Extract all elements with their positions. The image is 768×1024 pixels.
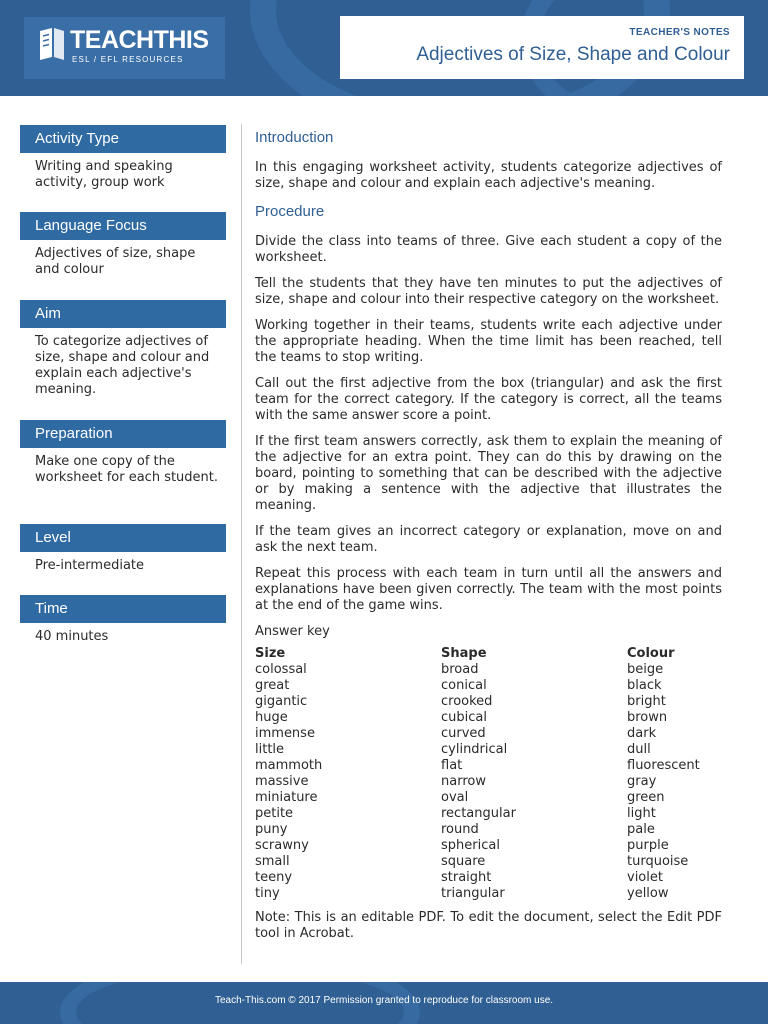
answer-key-label: Answer key	[255, 624, 330, 639]
sidebar-section-preparation	[20, 420, 226, 524]
answer-key-item: bright	[627, 694, 666, 709]
answer-key-item: beige	[627, 662, 664, 677]
sidebar-heading: Activity Type	[20, 125, 226, 153]
answer-key-item: spherical	[441, 838, 500, 853]
answer-key-item: colossal	[255, 662, 307, 677]
procedure-step: Divide the class into teams of three. Give each student a copy of the worksheet.	[255, 234, 722, 265]
answer-key-heading: Shape	[441, 646, 487, 661]
brand-logo[interactable]	[24, 17, 225, 79]
answer-key-item: yellow	[627, 886, 669, 901]
answer-key-item: scrawny	[255, 838, 309, 853]
procedure-step: Repeat this process with each team in turn until all the answers and explanations have been given correctly. The team with the most points at the end of the game wins.	[255, 566, 722, 613]
answer-key-item: round	[441, 822, 479, 837]
sidebar-section-level	[20, 524, 226, 595]
answer-key-item: green	[627, 790, 665, 805]
procedure-step: Tell the students that they have ten minutes to put the adjectives of size, shape and colour into their respective category on the worksheet.	[255, 276, 722, 307]
answer-key-item: conical	[441, 678, 487, 693]
answer-key-item: square	[441, 854, 486, 869]
column-divider	[241, 124, 242, 964]
sidebar-section-activity-type	[20, 125, 226, 212]
logo-title: TEACHTHIS	[70, 26, 209, 54]
sidebar-text: Make one copy of the worksheet for each student.	[35, 454, 219, 485]
answer-key-item: immense	[255, 726, 315, 741]
sidebar-heading: Preparation	[20, 420, 226, 448]
answer-key-item: fluorescent	[627, 758, 700, 773]
answer-key-item: pale	[627, 822, 655, 837]
sidebar-section-time	[20, 595, 226, 655]
info-sidebar	[20, 125, 226, 655]
answer-key-item: cylindrical	[441, 742, 508, 757]
answer-key-item: miniature	[255, 790, 318, 805]
sidebar-text: To categorize adjectives of size, shape and colour and explain each adjective's meaning.	[35, 334, 210, 397]
answer-key-item: small	[255, 854, 290, 869]
answer-key-item: cubical	[441, 710, 487, 725]
answer-key-item: brown	[627, 710, 668, 725]
answer-key-item: broad	[441, 662, 479, 677]
document-kicker: TEACHER'S NOTES	[629, 27, 730, 38]
answer-key-item: purple	[627, 838, 669, 853]
answer-key-item: crooked	[441, 694, 493, 709]
book-icon	[36, 27, 66, 61]
procedure-step: Working together in their teams, students write each adjective under the appropriate heading. When the time limit has been reached, tell the teams to stop writing.	[255, 318, 722, 365]
answer-key-heading: Size	[255, 646, 286, 661]
editable-note: Note: This is an editable PDF. To edit the document, select the Edit PDF tool in Acrobat.	[255, 910, 722, 941]
sidebar-text: 40 minutes	[35, 629, 109, 644]
answer-key-item: teeny	[255, 870, 293, 885]
sidebar-text: Adjectives of size, shape and colour	[35, 246, 196, 277]
answer-key-item: gigantic	[255, 694, 308, 709]
answer-key-item: turquoise	[627, 854, 689, 869]
answer-key-item: straight	[441, 870, 492, 885]
title-box	[340, 16, 744, 79]
answer-key-item: great	[255, 678, 290, 693]
logo-subtitle: ESL / EFL RESOURCES	[72, 55, 184, 64]
answer-key-heading: Colour	[627, 646, 675, 661]
page-footer	[0, 982, 768, 1024]
answer-key-item: puny	[255, 822, 288, 837]
introduction-text: In this engaging worksheet activity, students categorize adjectives of size, shape and colour and explain each adjective's meaning.	[255, 160, 722, 191]
answer-key-item: rectangular	[441, 806, 516, 821]
answer-key-table	[255, 646, 722, 902]
procedure-step: Call out the first adjective from the box (triangular) and ask the first team for the correct category. If the category is correct, all the teams with the same answer score a point.	[255, 376, 722, 423]
procedure-step: If the team gives an incorrect category or explanation, move on and ask the next team.	[255, 524, 722, 555]
answer-key-item: little	[255, 742, 285, 757]
sidebar-section-language-focus	[20, 212, 226, 300]
answer-key-item: triangular	[441, 886, 505, 901]
sidebar-heading: Aim	[20, 300, 226, 328]
answer-key-column-colour	[627, 646, 722, 902]
answer-key-item: light	[627, 806, 656, 821]
answer-key-item: oval	[441, 790, 469, 805]
procedure-step: If the first team answers correctly, ask them to explain the meaning of the adjective for an extra point. They can do this by drawing on the board, pointing to something that can be described with the adjective or by making a sentence with the adjective that illustrates the meaning.	[255, 434, 722, 513]
answer-key-item: mammoth	[255, 758, 323, 773]
procedure-heading: Procedure	[255, 203, 325, 220]
answer-key-column-shape	[441, 646, 627, 902]
answer-key-item: dark	[627, 726, 657, 741]
sidebar-section-aim	[20, 300, 226, 420]
main-content	[255, 128, 722, 952]
answer-key-item: dull	[627, 742, 651, 757]
answer-key-item: violet	[627, 870, 663, 885]
answer-key-item: massive	[255, 774, 309, 789]
answer-key-item: huge	[255, 710, 288, 725]
copyright-text: Teach-This.com © 2017 Permission granted to reproduce for classroom use.	[214, 995, 554, 1006]
answer-key-item: tiny	[255, 886, 280, 901]
sidebar-heading: Time	[20, 595, 226, 623]
document-title: Adjectives of Size, Shape and Colour	[416, 44, 730, 65]
answer-key-column-size	[255, 646, 441, 902]
sidebar-heading: Language Focus	[20, 212, 226, 240]
page-header	[0, 0, 768, 96]
sidebar-heading: Level	[20, 524, 226, 552]
answer-key-item: flat	[441, 758, 463, 773]
sidebar-text: Pre-intermediate	[35, 558, 145, 573]
answer-key-item: curved	[441, 726, 486, 741]
answer-key-item: gray	[627, 774, 657, 789]
sidebar-text: Writing and speaking activity, group work	[35, 159, 173, 190]
introduction-heading: Introduction	[255, 129, 334, 146]
answer-key-item: black	[627, 678, 662, 693]
answer-key-item: petite	[255, 806, 294, 821]
answer-key-item: narrow	[441, 774, 486, 789]
